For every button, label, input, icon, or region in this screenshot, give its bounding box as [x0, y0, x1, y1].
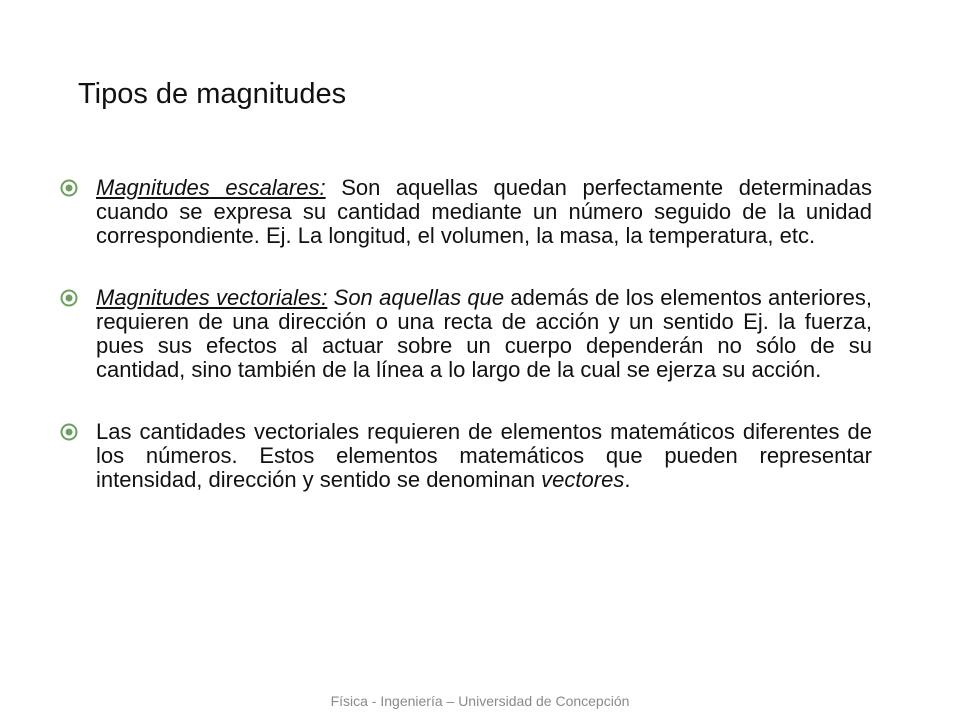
bullet-vectoriales	[60, 286, 872, 382]
term-vectoriales: Magnitudes vectoriales:	[96, 285, 328, 310]
footer: Física - Ingeniería – Universidad de Concepción	[330, 693, 630, 709]
term-escalares: Magnitudes escalares:	[96, 175, 326, 200]
bullet-vectores	[60, 420, 872, 492]
tail-vectores: .	[624, 467, 631, 492]
text-vectores: Las cantidades vectoriales requieren de elementos matemáticos diferentes de los números. Estos elementos matemáticos que pueden representar intensidad, dirección y sentido se denominan	[96, 419, 872, 492]
bullet-list	[60, 176, 872, 530]
italic-text-vectoriales: Son aquellas que	[327, 285, 505, 310]
slide-title: Tipos de magnitudes	[78, 78, 347, 110]
circled-dot-icon	[60, 289, 78, 307]
bullet-escalares	[60, 176, 872, 248]
circled-dot-icon	[60, 179, 78, 197]
circled-dot-icon	[60, 423, 78, 441]
text-vectoriales: además de los elementos anteriores, requieren de una dirección o una recta de acción y un sentido Ej. la fuerza, pues sus efectos al actuar sobre un cuerpo dependerán no sólo de su cantidad, sino también de la línea a lo largo de la cual se ejerza su acción.	[96, 285, 872, 382]
term-vectores: vectores	[541, 467, 625, 492]
text-escalares: Son aquellas quedan perfectamente determinadas cuando se expresa su cantidad mediante un número seguido de la unidad correspondiente. Ej. La longitud, el volumen, la masa, la temperatura, etc.	[96, 175, 872, 248]
